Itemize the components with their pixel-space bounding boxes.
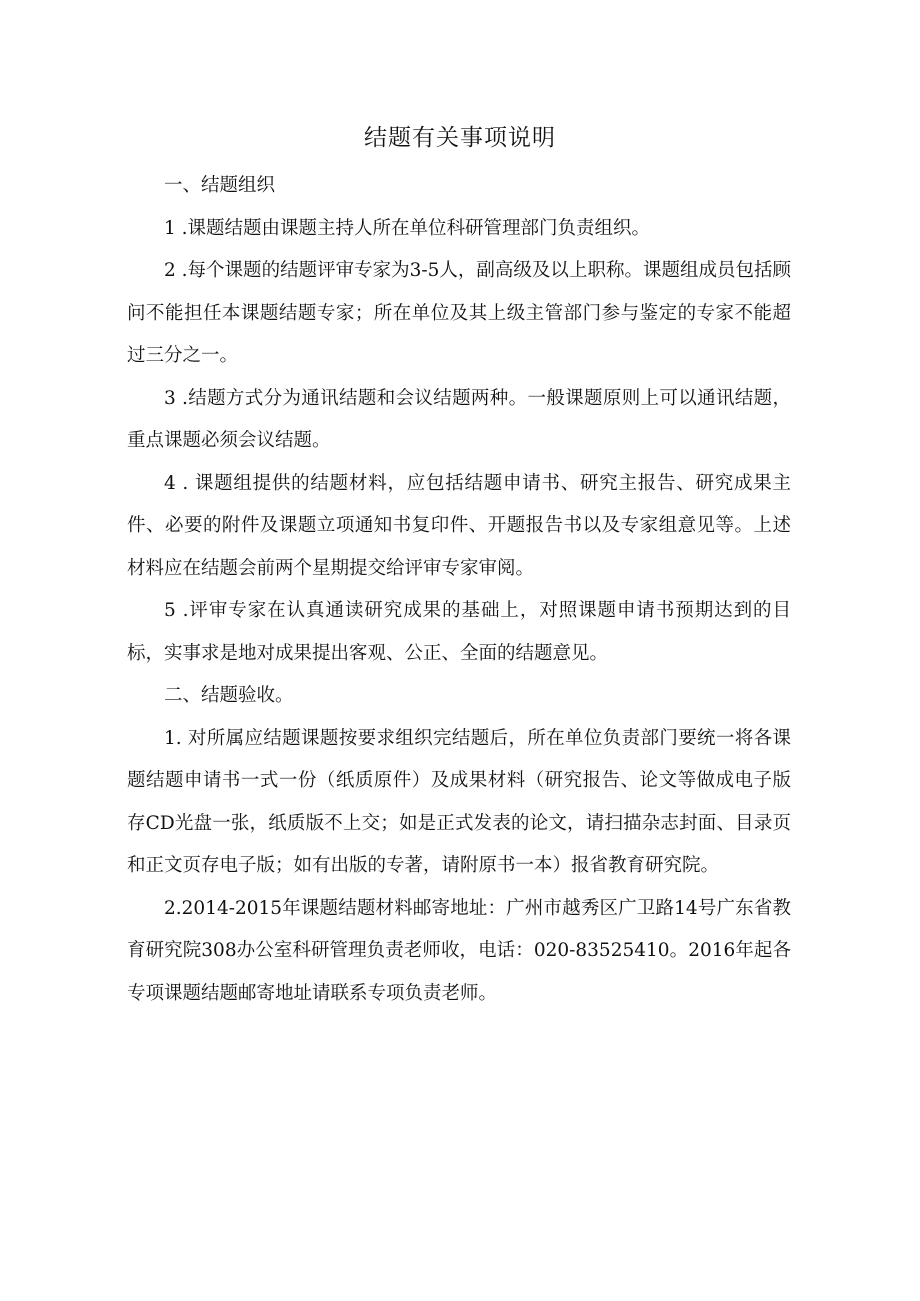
section1-item-4: 4 . 课题组提供的结题材料，应包括结题申请书、研究主报告、研究成果主件、必要的附件及课题立项通知书复印件、开题报告书以及专家组意见等。上述材料应在结题会前两个星期提交给评审专家审阅。: [127, 472, 791, 579]
section1-item-2: 2 .每个课题的结题评审专家为3-5人，副高级及以上职称。课题组成员包括顾问不能担任本课题结题专家；所在单位及其上级主管部门参与鉴定的专家不能超过三分之一。: [127, 260, 791, 366]
section2-item-2: 2.2014-2015年课题结题材料邮寄地址：广州市越秀区广卫路14号广东省教育研究院308办公室科研管理负责老师收，电话：020-83525410。2016年起各专项课题结题邮寄地址请联系专项负责老师。: [127, 897, 791, 1004]
section-heading-organization: 一、结题组织: [164, 175, 276, 196]
section2-item-1: 1. 对所属应结题课题按要求组织完结题后，所在单位负责部门要统一将各课题结题申请书一式一份（纸质原件）及成果材料（研究报告、论文等做成电子版存CD光盘一张，纸质版不上交；如是正式发表的论文，请扫描杂志封面、目录页和正文页存电子版；如有出版的专著，请附原书一本）报省教育研究院。: [127, 727, 791, 876]
section1-item-1: 1 .课题结题由课题主持人所在单位科研管理部门负责组织。: [164, 217, 651, 239]
section-heading-acceptance: 二、结题验收。: [164, 685, 294, 706]
section1-item-5: 5 .评审专家在认真通读研究成果的基础上，对照课题申请书预期达到的目标，实事求是地对成果提出客观、公正、全面的结题意见。: [127, 600, 791, 664]
page-title: 结题有关事项说明: [364, 125, 556, 151]
document-body: [127, 165, 791, 1015]
section1-item-3: 3 .结题方式分为通讯结题和会议结题两种。一般课题原则上可以通讯结题，重点课题必须会议结题。: [127, 387, 791, 451]
